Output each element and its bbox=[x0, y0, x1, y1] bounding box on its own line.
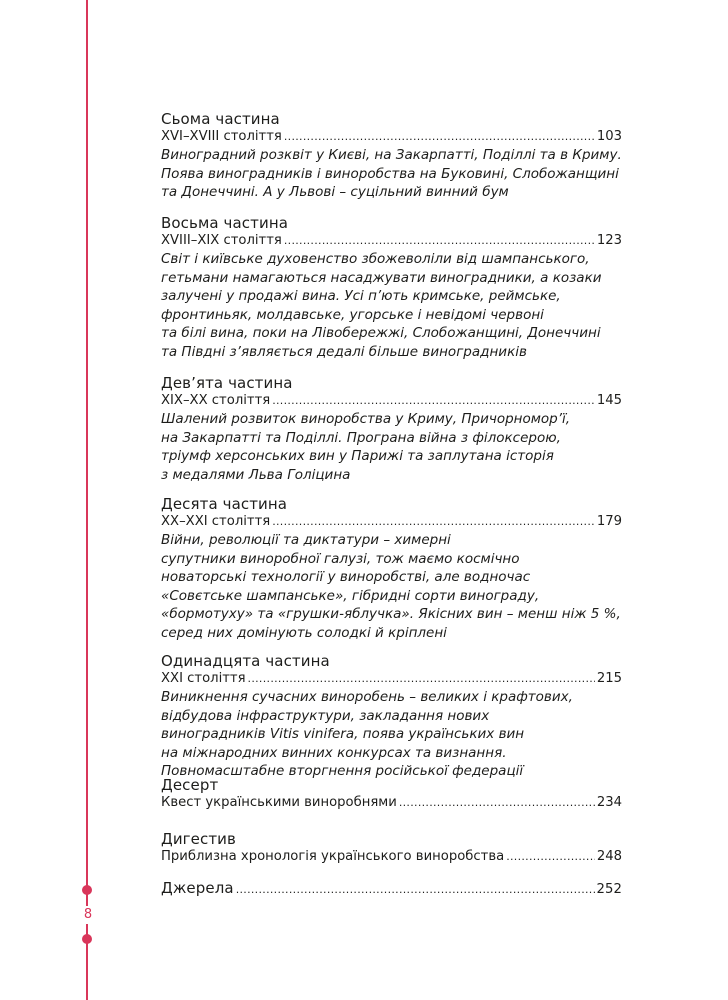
entry-title: XVI–XVIII століття bbox=[161, 129, 282, 144]
entry-page-number: 215 bbox=[596, 671, 622, 686]
entry-title: XVIII–XIX століття bbox=[161, 233, 282, 248]
entry-title: Джерела bbox=[161, 879, 234, 897]
toc-entry[interactable] bbox=[161, 879, 622, 899]
toc-entry[interactable] bbox=[161, 848, 622, 866]
description-line: виноградників Vitis vinifera, поява українських вин bbox=[161, 726, 525, 742]
dot-leader bbox=[399, 794, 595, 812]
toc-section-dessert bbox=[161, 776, 622, 812]
description-line: Світ і київське духовенство збожеволіли від шампанського, bbox=[161, 251, 590, 267]
section-heading: Дев’ята частина bbox=[161, 374, 293, 392]
entry-page-number: 234 bbox=[596, 795, 622, 810]
dot-leader bbox=[248, 670, 595, 688]
description-line: та Донеччині. А у Львові – суцільний винний бум bbox=[161, 184, 509, 200]
section-heading: Десерт bbox=[161, 776, 219, 794]
page-number: 8 bbox=[78, 906, 98, 924]
dot-leader bbox=[272, 392, 595, 410]
entry-title: XIX–XX століття bbox=[161, 393, 271, 408]
section-description bbox=[161, 688, 622, 781]
description-line: новаторські технології у виноробстві, але водночас bbox=[161, 569, 531, 585]
toc-entry[interactable] bbox=[161, 794, 622, 812]
toc-entry[interactable] bbox=[161, 670, 622, 688]
description-line: з медалями Льва Голіцина bbox=[161, 466, 351, 483]
entry-page-number: 179 bbox=[596, 514, 622, 529]
section-heading: Восьма частина bbox=[161, 214, 289, 232]
entry-title: XX–XXI століття bbox=[161, 514, 271, 529]
description-line: Виникнення сучасних виноробень – великих і крафтових, bbox=[161, 689, 573, 705]
section-description bbox=[161, 531, 622, 642]
margin-dot-lower bbox=[82, 934, 92, 944]
description-line: тріумф херсонських вин у Парижі та заплутана історія bbox=[161, 448, 554, 464]
entry-page-number: 145 bbox=[596, 393, 622, 408]
section-description bbox=[161, 146, 622, 202]
toc-section-part-7 bbox=[161, 110, 622, 202]
description-line: на Закарпатті та Поділлі. Програна війна з філоксерою, bbox=[161, 429, 561, 446]
toc-entry[interactable] bbox=[161, 232, 622, 250]
description-line: та білі вина, поки на Лівобережжі, Слобожанщині, Донеччині bbox=[161, 325, 601, 341]
toc-section-sources bbox=[161, 879, 622, 899]
entry-page-number: 248 bbox=[596, 849, 622, 864]
toc-entry[interactable] bbox=[161, 513, 622, 531]
dot-leader bbox=[284, 128, 595, 146]
section-heading: Сьома частина bbox=[161, 110, 280, 128]
description-line: «бормотуху» та «грушки-яблучка». Якісних вин – менш ніж 5 %, bbox=[161, 606, 621, 622]
description-line: Поява виноградників і виноробства на Буковині, Слобожанщині bbox=[161, 165, 619, 182]
description-line: відбудова інфраструктури, закладання нових bbox=[161, 707, 490, 724]
description-line: Виноградний розквіт у Києві, на Закарпатті, Поділлі та в Криму. bbox=[161, 147, 622, 163]
entry-page-number: 252 bbox=[596, 882, 622, 897]
description-line: «Совєтське шампанське», гібридні сорти винограду, bbox=[161, 587, 540, 604]
toc-entry[interactable] bbox=[161, 128, 622, 146]
section-description bbox=[161, 410, 622, 484]
dot-leader bbox=[284, 232, 595, 250]
margin-dot-upper bbox=[82, 885, 92, 895]
description-line: серед них домінують солодкі й кріплені bbox=[161, 624, 447, 641]
entry-title: XXI століття bbox=[161, 671, 246, 686]
description-line: фронтиньяк, молдавське, угорське і невідомі червоні bbox=[161, 306, 544, 323]
dot-leader bbox=[236, 881, 595, 899]
section-heading: Десята частина bbox=[161, 495, 288, 513]
description-line: гетьмани намагаються насаджувати виноградники, а козаки bbox=[161, 269, 602, 286]
description-line: Війни, революції та диктатури – химерні bbox=[161, 532, 451, 548]
dot-leader bbox=[272, 513, 595, 531]
description-line: Шалений розвиток виноробства у Криму, Причорномор’ї, bbox=[161, 411, 571, 427]
entry-title: Квест українськими виноробнями bbox=[161, 795, 397, 810]
toc-section-part-9 bbox=[161, 374, 622, 484]
description-line: та Півдні з’являється дедалі більше виноградників bbox=[161, 343, 527, 360]
entry-page-number: 123 bbox=[596, 233, 622, 248]
toc-section-part-8 bbox=[161, 214, 622, 361]
description-line: Повномасштабне вторгнення російської федерації bbox=[161, 763, 524, 779]
entry-page-number: 103 bbox=[596, 129, 622, 144]
description-line: супутники виноробної галузі, тож маємо космічно bbox=[161, 550, 520, 567]
toc-section-part-10 bbox=[161, 495, 622, 642]
entry-title: Приблизна хронологія українського виноробства bbox=[161, 849, 505, 864]
dot-leader bbox=[506, 848, 595, 866]
margin-rule bbox=[86, 0, 88, 1000]
section-description bbox=[161, 250, 622, 361]
toc-entry[interactable] bbox=[161, 392, 622, 410]
description-line: на міжнародних винних конкурсах та визнання. bbox=[161, 744, 507, 761]
section-heading: Дигестив bbox=[161, 830, 236, 848]
toc-section-part-11 bbox=[161, 652, 622, 781]
description-line: залучені у продажі вина. Усі п’ють кримське, реймське, bbox=[161, 288, 561, 304]
section-heading: Одинадцята частина bbox=[161, 652, 330, 670]
toc-section-digestif bbox=[161, 830, 622, 866]
